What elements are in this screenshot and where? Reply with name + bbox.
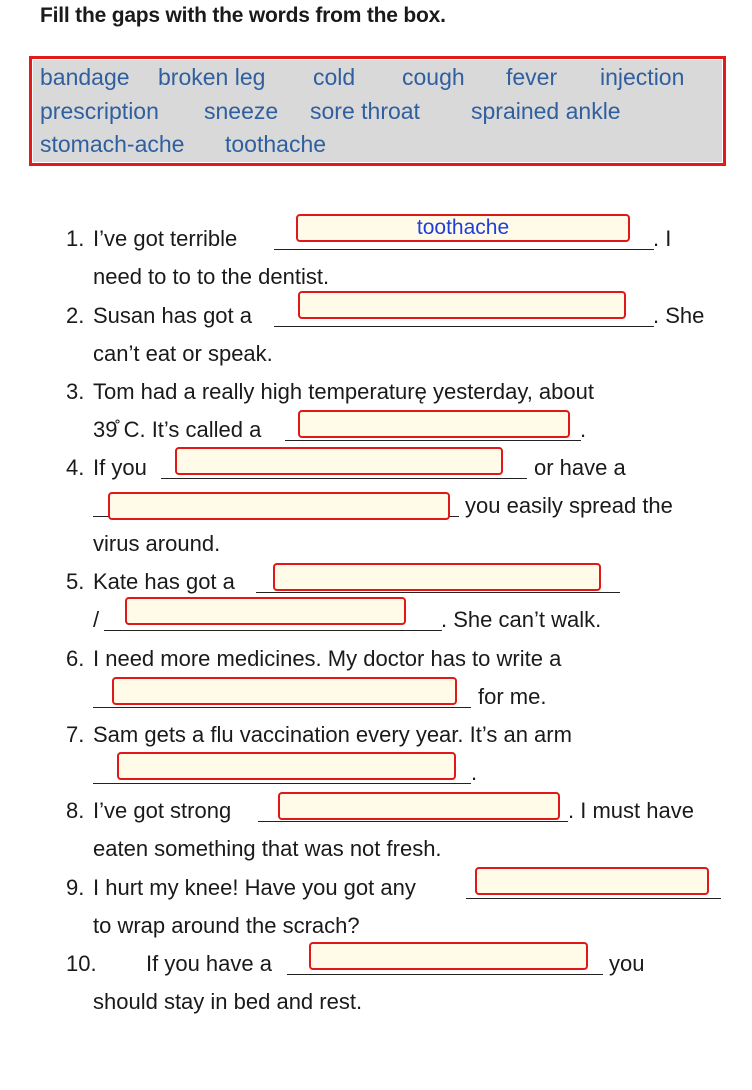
question-text: should stay in bed and rest. xyxy=(93,989,363,1014)
question-number: 2. xyxy=(66,303,85,328)
question-text: Kate has got a xyxy=(93,569,235,594)
answer-input-5b[interactable] xyxy=(125,597,406,625)
answer-input-7[interactable] xyxy=(117,752,456,780)
question-text: Tom had a really high temperaturę yesterday, about xyxy=(93,379,594,404)
question-number: 7. xyxy=(66,722,85,747)
answer-input-5a[interactable] xyxy=(273,563,601,591)
question-text: . I must have xyxy=(568,798,694,823)
question-text: . xyxy=(471,760,478,785)
question-text: virus around. xyxy=(93,531,221,556)
question-text: Susan has got a xyxy=(93,303,253,328)
question-text: Sam gets a flu vaccination every year. It’s an arm xyxy=(93,722,572,747)
answer-underline xyxy=(93,707,471,708)
question-text: I’ve got terrible xyxy=(93,226,238,251)
word-item: cold xyxy=(313,64,356,90)
answer-underline xyxy=(466,898,721,899)
answer-input-4a[interactable] xyxy=(175,447,503,475)
question-text: eaten something that was not fresh. xyxy=(93,836,442,861)
question-number: 10. xyxy=(66,951,97,976)
question-text: I’ve got strong xyxy=(93,798,232,823)
answer-input-2[interactable] xyxy=(298,291,626,319)
word-item: broken leg xyxy=(158,64,266,90)
answer-underline xyxy=(161,478,527,479)
answer-input-3[interactable] xyxy=(298,410,570,438)
question-text: need to to to the dentist. xyxy=(93,264,330,289)
question-text: If you xyxy=(93,455,147,480)
question-number: 4. xyxy=(66,455,85,480)
word-item: toothache xyxy=(225,131,327,157)
question-text: . xyxy=(580,417,587,442)
question-text: / xyxy=(93,607,100,632)
word-item: sore throat xyxy=(310,98,420,124)
question-text: I need more medicines. My doctor has to write a xyxy=(93,646,562,671)
word-item: bandage xyxy=(40,64,130,90)
answer-input-9[interactable] xyxy=(475,867,709,895)
answer-underline xyxy=(285,440,581,441)
answer-underline xyxy=(274,326,654,327)
worksheet-title: Fill the gaps with the words from the box. xyxy=(40,4,446,27)
question-text: can’t eat or speak. xyxy=(93,341,273,366)
question-number: 3. xyxy=(66,379,85,404)
answer-underline xyxy=(258,821,568,822)
question-number: 6. xyxy=(66,646,85,671)
answer-underline xyxy=(256,592,620,593)
question-text: If you have a xyxy=(146,951,272,976)
question-number: 8. xyxy=(66,798,85,823)
word-item: prescription xyxy=(40,98,159,124)
word-item: fever xyxy=(506,64,558,90)
answer-input-4b[interactable] xyxy=(108,492,450,520)
answer-underline xyxy=(287,974,603,975)
question-text: you easily spread the xyxy=(465,493,673,518)
answer-underline xyxy=(274,249,654,250)
word-item: sprained ankle xyxy=(471,98,621,124)
word-box xyxy=(29,56,726,166)
question-text: or have a xyxy=(534,455,626,480)
question-text: for me. xyxy=(478,684,547,709)
word-item: sneeze xyxy=(204,98,279,124)
answer-input-1[interactable] xyxy=(296,214,630,242)
answer-input-6[interactable] xyxy=(112,677,457,705)
answer-underline xyxy=(104,630,442,631)
question-text: . She can’t walk. xyxy=(441,607,602,632)
question-text: I hurt my knee! Have you got any xyxy=(93,875,416,900)
word-item: stomach-ache xyxy=(40,131,185,157)
question-number: 9. xyxy=(66,875,85,900)
answer-input-8[interactable] xyxy=(278,792,560,820)
question-text: . I xyxy=(653,226,672,251)
answer-input-10[interactable] xyxy=(309,942,588,970)
answer-underline xyxy=(93,783,471,784)
question-text: you xyxy=(609,951,645,976)
question-text: . She xyxy=(653,303,705,328)
question-number: 1. xyxy=(66,226,85,251)
question-text: 39̊ C. It’s called a xyxy=(93,417,262,442)
word-item: injection xyxy=(600,64,685,90)
question-number: 5. xyxy=(66,569,85,594)
word-item: cough xyxy=(402,64,465,90)
question-text: to wrap around the scrach? xyxy=(93,913,360,938)
